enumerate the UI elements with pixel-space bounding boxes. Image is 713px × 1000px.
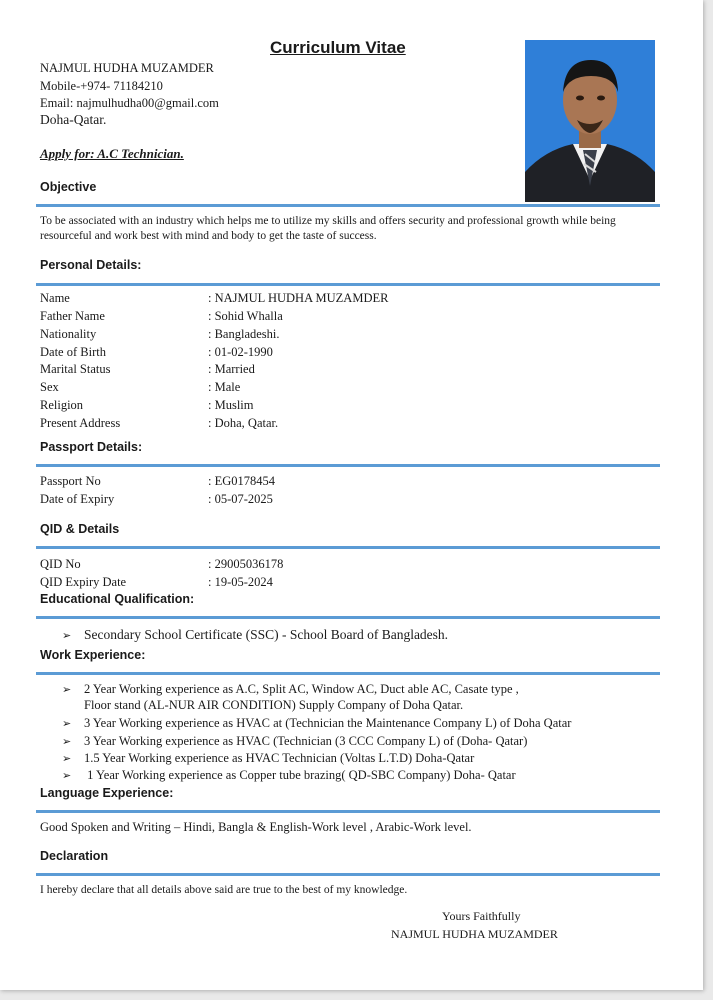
passport-value: : EG0178454 — [208, 474, 276, 488]
work-item-text: 1 Year Working experience as Copper tube brazing( QD-SBC Company) Doha- Qatar — [84, 768, 516, 782]
arrow-bullet-icon: ➢ — [62, 769, 72, 782]
work-item-text: 1.5 Year Working experience as HVAC Technician (Voltas L.T.D) Doha-Qatar — [84, 751, 475, 765]
qid-value: : 19-05-2024 — [208, 575, 273, 589]
section-rule — [36, 873, 660, 876]
education-item-text: Secondary School Certificate (SSC) - School Board of Bangladesh. — [84, 627, 449, 642]
work-item-continuation: Floor stand (AL-NUR AIR CONDITION) Supply Company of Doha Qatar. — [84, 698, 464, 712]
objective-heading: Objective — [40, 180, 97, 194]
work-item-text: 3 Year Working experience as HVAC (Technician (3 CCC Company L) of (Doha- Qatar) — [84, 734, 528, 748]
passport-label: Passport No — [40, 474, 101, 488]
work-item — [62, 751, 474, 766]
qid-heading: QID & Details — [40, 522, 120, 536]
personal-label: Marital Status — [40, 362, 111, 376]
contact-name: NAJMUL HUDHA MUZAMDER — [40, 61, 214, 75]
arrow-bullet-icon: ➢ — [62, 752, 72, 765]
qid-label: QID Expiry Date — [40, 575, 127, 589]
personal-label: Father Name — [40, 309, 105, 323]
arrow-bullet-icon: ➢ — [62, 629, 72, 642]
arrow-bullet-icon: ➢ — [62, 683, 72, 696]
personal-label: Religion — [40, 398, 84, 412]
education-heading: Educational Qualification: — [40, 592, 195, 606]
section-rule — [36, 546, 660, 549]
language-heading: Language Experience: — [40, 786, 174, 800]
education-item — [62, 627, 448, 643]
language-text: Good Spoken and Writing – Hindi, Bangla & English-Work level , Arabic-Work level. — [40, 820, 472, 834]
arrow-bullet-icon: ➢ — [62, 735, 72, 748]
passport-label: Date of Expiry — [40, 492, 115, 506]
work-item — [62, 716, 571, 731]
declaration-text: I hereby declare that all details above said are true to the best of my knowledge. — [40, 884, 408, 896]
work-item-text: 3 Year Working experience as HVAC at (Technician the Maintenance Company L) of Doha Qatar — [84, 716, 572, 730]
personal-label: Sex — [40, 380, 59, 394]
work-item — [62, 768, 516, 783]
passport-heading: Passport Details: — [40, 440, 143, 454]
section-rule — [36, 204, 660, 207]
work-item — [62, 734, 527, 749]
contact-location: Doha-Qatar. — [40, 112, 107, 127]
personal-value: : Sohid Whalla — [208, 309, 283, 323]
qid-label: QID No — [40, 557, 81, 571]
personal-value: : Doha, Qatar. — [208, 416, 279, 430]
section-rule — [36, 283, 660, 286]
declaration-heading: Declaration — [40, 849, 109, 863]
personal-heading: Personal Details: — [40, 258, 142, 272]
work-item — [62, 682, 519, 697]
work-heading: Work Experience: — [40, 648, 146, 662]
personal-value: : NAJMUL HUDHA MUZAMDER — [208, 291, 389, 305]
person-photo-icon — [525, 40, 655, 202]
personal-value: : Male — [208, 380, 241, 394]
section-rule — [36, 616, 660, 619]
personal-value: : 01-02-1990 — [208, 345, 273, 359]
personal-value: : Muslim — [208, 398, 254, 412]
signature-closing: Yours Faithfully — [442, 909, 521, 923]
passport-value: : 05-07-2025 — [208, 492, 273, 506]
apply-for: Apply for: A.C Technician. — [40, 146, 184, 161]
work-item-text: 2 Year Working experience as A.C, Split AC, Window AC, Duct able AC, Casate type , — [84, 682, 519, 696]
section-rule — [36, 810, 660, 813]
personal-label: Present Address — [40, 416, 121, 430]
contact-mobile: Mobile-+974- 71184210 — [40, 79, 163, 93]
section-rule — [36, 672, 660, 675]
personal-label: Date of Birth — [40, 345, 106, 359]
contact-email: Email: najmulhudha00@gmail.com — [40, 96, 219, 110]
arrow-bullet-icon: ➢ — [62, 717, 72, 730]
document-title: Curriculum Vitae — [270, 38, 406, 57]
profile-photo — [525, 40, 655, 202]
personal-label: Name — [40, 291, 70, 305]
qid-value: : 29005036178 — [208, 557, 284, 571]
objective-text: To be associated with an industry which helps me to utilize my skills and offers security and professional growth while being resourceful and work best with mind and body to get the taste of success. — [40, 215, 616, 242]
signature-name: NAJMUL HUDHA MUZAMDER — [391, 927, 558, 941]
personal-label: Nationality — [40, 327, 97, 341]
personal-value: : Married — [208, 362, 255, 376]
section-rule — [36, 464, 660, 467]
personal-value: : Bangladeshi. — [208, 327, 280, 341]
